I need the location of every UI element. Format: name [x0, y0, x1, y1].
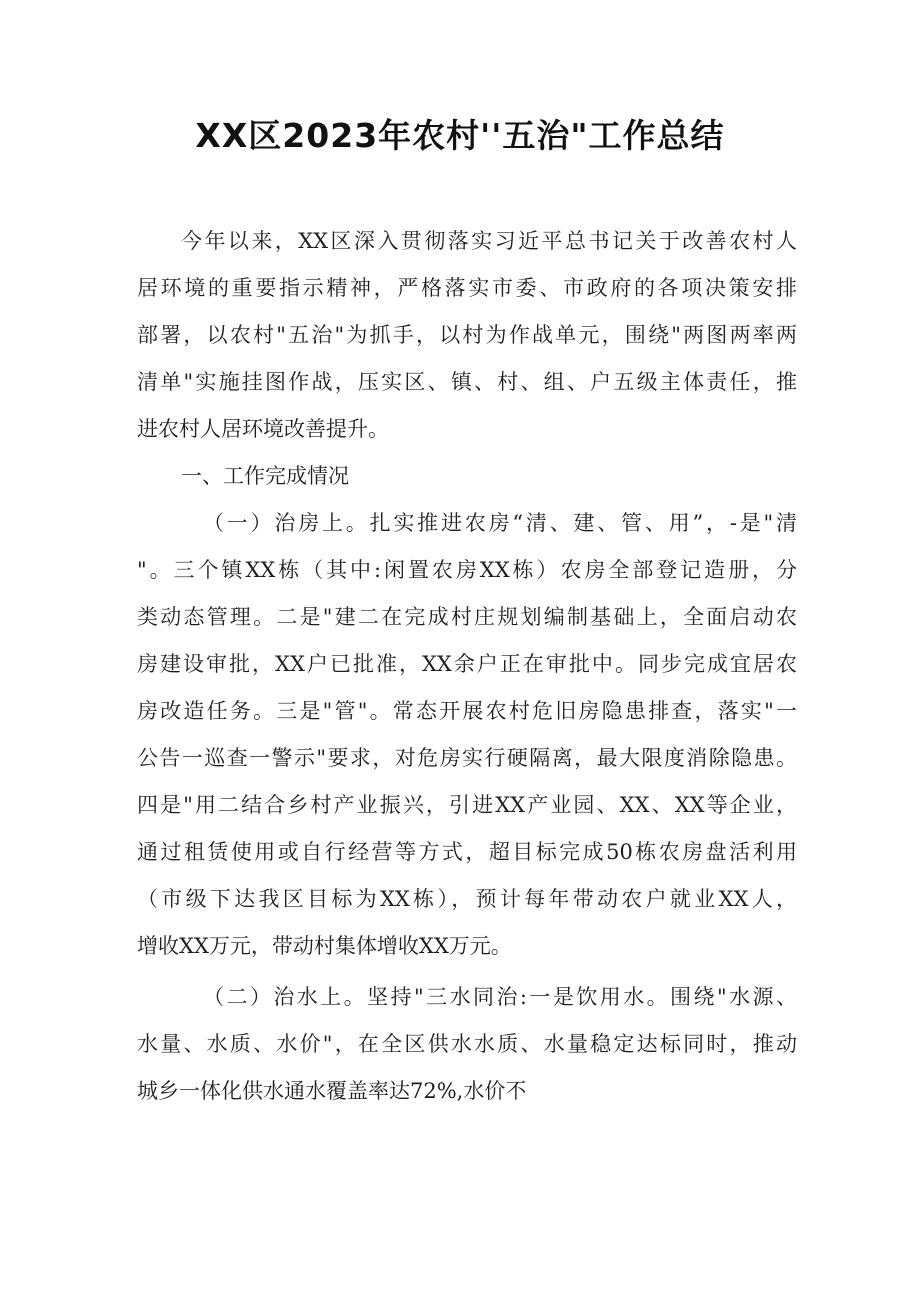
document-title: XX区2023年农村''五治"工作总结 — [195, 116, 725, 155]
para1-line: 类动态管理。二是"建二在完成村庄规划编制基础上，全面启动农 — [137, 605, 797, 629]
para1-line: 增收XX万元，带动村集体增收XX万元。 — [137, 934, 512, 958]
para1-line: 通过租赁使用或自行经营等方式，超目标完成50栋农房盘活利用 — [137, 840, 797, 864]
document-body — [137, 218, 797, 1115]
intro-line: 清单"实施挂图作战，压实区、镇、村、组、户五级主体责任，推 — [137, 370, 797, 394]
intro-line: 居环境的重要指示精神，严格落实市委、市政府的各项决策安排 — [137, 276, 797, 300]
para1-line: 房建设审批，XX户已批准，XX余户正在审批中。同步完成宜居农 — [137, 652, 797, 676]
intro-line: 部署，以农村"五治"为抓手，以村为作战单元，围绕"两图两率两 — [137, 323, 797, 347]
para2-line: （二）治水上。坚持"三水同治:一是饮用水。围绕"水源、 — [203, 985, 797, 1009]
intro-line: 今年以来，XX区深入贯彻落实习近平总书记关于改善农村人 — [181, 229, 797, 253]
para1-line: 公告一巡查一警示"要求，对危房实行硬隔离，最大限度消除隐患。 — [137, 746, 797, 770]
para2-line: 水量、水质、水价"，在全区供水水质、水量稳定达标同时，推动 — [137, 1032, 797, 1056]
para1-line: "。三个镇XX栋（其中:闲置农房XX栋）农房全部登记造册，分 — [137, 558, 797, 582]
para2-line: 城乡一体化供水通水覆盖率达72%,水价不 — [137, 1079, 527, 1103]
intro-line: 进农村人居环境改善提升。 — [137, 417, 389, 441]
para1-line: 四是"用二结合乡村产业振兴，引进XX产业园、XX、XX等企业， — [137, 793, 797, 817]
para1-line: （一）治房上。扎实推进农房“清、建、管、用”，-是"清 — [203, 511, 797, 535]
para1-line: （市级下达我区目标为XX栋），预计每年带动农户就业XX人， — [137, 887, 797, 911]
section-heading: 一、工作完成情况 — [181, 464, 349, 488]
para1-line: 房改造任务。三是"管"。常态开展农村危旧房隐患排查，落实"一 — [137, 699, 797, 723]
